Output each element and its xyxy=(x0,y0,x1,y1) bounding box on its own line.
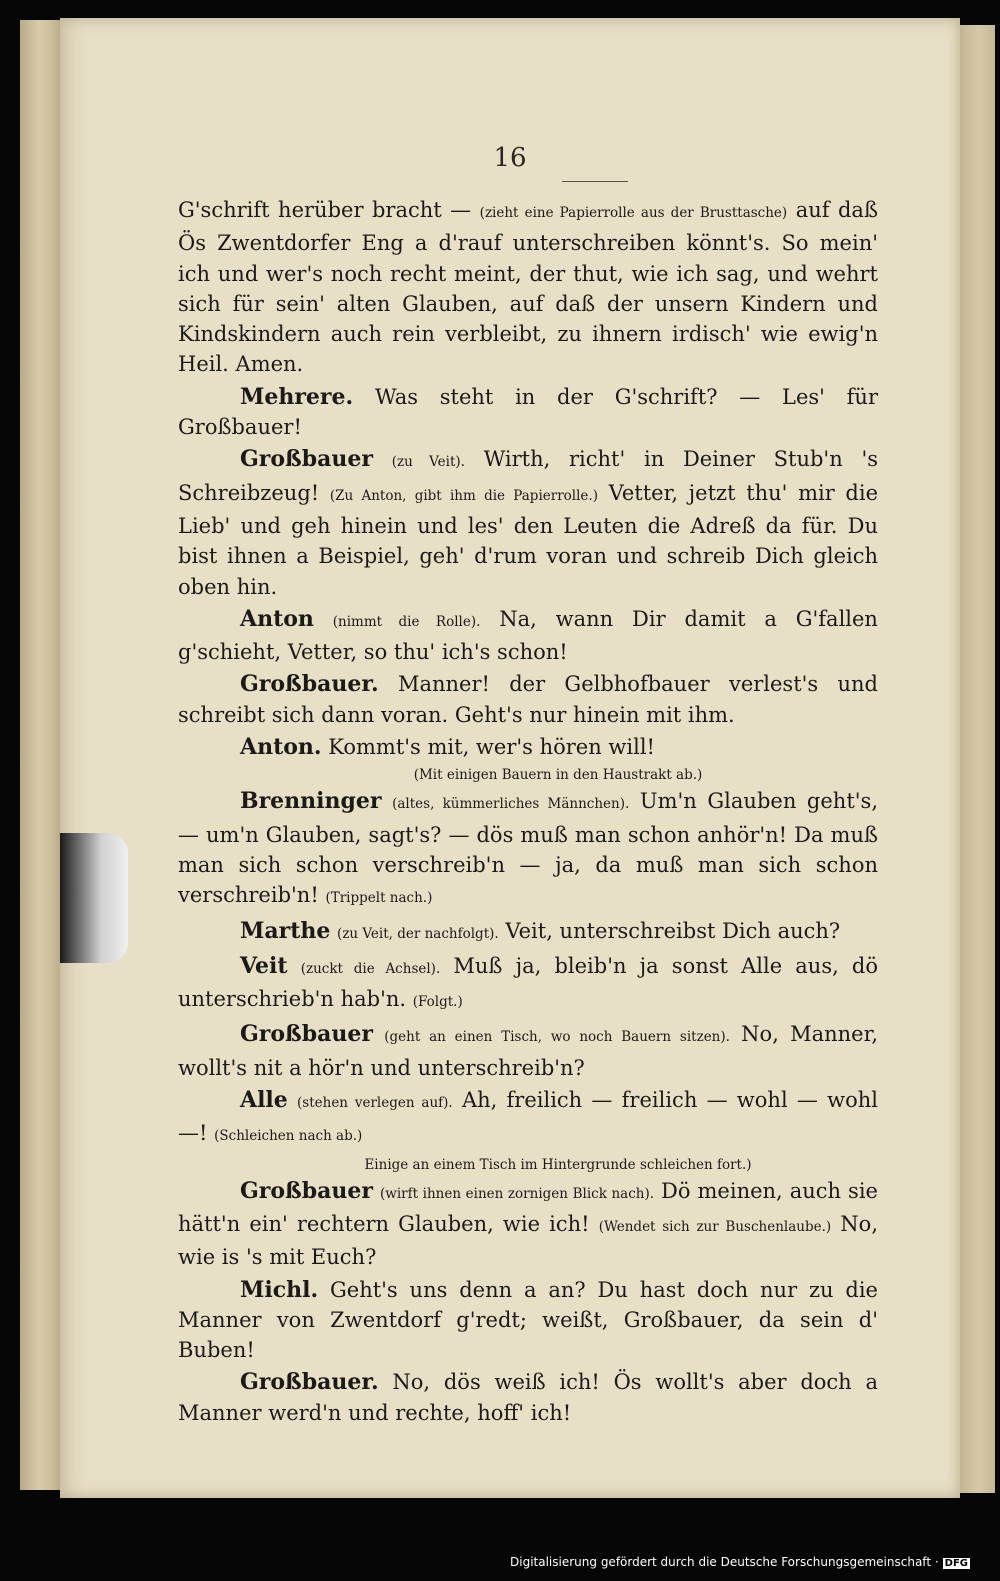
speaker-name: Großbauer. xyxy=(240,671,379,698)
paragraph: Großbauer (zu Veit). Wirth, richt' in Deiner Stub'n 's Schreibzeug! (Zu Anton, gibt ihm die Papierrolle.) Vetter, jetzt thu' mir die Lieb' und geh hinein und les' den Leuten die Adreß da für. Du bist ihnen a Beispiel, geh' d'rum voran und schreib Dich gleich oben hin. xyxy=(178,446,879,599)
stage-direction: (zuckt die Achsel). xyxy=(300,960,441,977)
speaker-name: Anton. xyxy=(240,734,322,761)
speaker-name: Großbauer xyxy=(240,1021,373,1048)
text-body xyxy=(178,195,878,1430)
stage-direction: (wirft ihnen einen zornigen Blick nach). xyxy=(380,1185,655,1202)
speaker-name: Großbauer xyxy=(240,1177,373,1204)
paragraph: Alle (stehen verlegen auf). Ah, freilich — freilich — wohl — wohl —! (Schleichen nach ab.) xyxy=(178,1087,878,1146)
stage-direction: (Zu Anton, gibt ihm die Papierrolle.) xyxy=(329,487,598,504)
credit-text: Digitalisierung gefördert durch die Deutsche Forschungsgemeinschaft · xyxy=(510,1555,939,1569)
speaker-name: Michl. xyxy=(240,1276,319,1303)
page-number: 16 xyxy=(493,143,527,173)
stage-direction: (Trippelt nach.) xyxy=(325,890,433,907)
speaker-name: Brenninger xyxy=(240,788,382,815)
paragraph: Großbauer (geht an einen Tisch, wo noch Bauern sitzen). No, Manner, wollt's nit a hör'n und unterschreib'n? xyxy=(178,1021,878,1080)
speaker-name: Anton xyxy=(240,605,314,632)
stage-direction: (nimmt die Rolle). xyxy=(332,613,481,630)
speaker-name: Großbauer. xyxy=(240,1369,379,1396)
paragraph: Brenninger (altes, kümmerliches Männchen). Um'n Glauben geht's, — um'n Glauben, sagt's? — dös muß man schon anhör'n! Da muß man sich schon verschreib'n — ja, da muß man sich schon verschreib'n! (Trippelt nach.) xyxy=(178,788,878,908)
paragraph: Michl. Geht's uns denn a an? Du hast doch nur zu die Manner von Zwentdorf g'redt; weißt, Großbauer, da sein d' Buben! xyxy=(178,1276,878,1363)
stage-direction: (stehen verlegen auf). xyxy=(297,1095,453,1112)
stage-direction: (zu Veit). xyxy=(391,454,465,471)
paragraph: Marthe (zu Veit, der nachfolgt). Veit, unterschreibst Dich auch? xyxy=(240,917,841,944)
speaker-name: Marthe xyxy=(240,917,331,944)
stage-direction: (zu Veit, der nachfolgt). xyxy=(337,925,499,942)
speaker-name: Veit xyxy=(240,952,288,979)
stage-direction: (Folgt.) xyxy=(412,994,463,1011)
speaker-name: Großbauer xyxy=(240,446,373,473)
digitization-credit xyxy=(510,1555,970,1569)
stage-direction: (Wendet sich zur Buschenlaube.) xyxy=(598,1218,832,1235)
speaker-name: Mehrere. xyxy=(240,383,354,410)
stage-direction-centered: Einige an einem Tisch im Hintergrunde schleichen fort.) xyxy=(364,1156,752,1173)
paragraph: Veit (zuckt die Achsel). Muß ja, bleib'n ja sonst Alle aus, dö unterschrieb'n hab'n. (Folgt.) xyxy=(178,952,879,1012)
page-number-rule xyxy=(562,181,628,182)
stage-direction: (altes, kümmerliches Männchen). xyxy=(392,796,630,813)
paragraph: Großbauer. No, dös weiß ich! Ös wollt's aber doch a Manner werd'n und rechte, hoff' ich! xyxy=(178,1369,878,1425)
book-edge-right xyxy=(955,25,995,1493)
paragraph: Großbauer. Manner! der Gelbhofbauer verlest's und schreibt sich dann voran. Geht's nur hinein mit ihm. xyxy=(178,671,878,727)
paragraph: Anton (nimmt die Rolle). Na, wann Dir damit a G'fallen g'schieht, Vetter, so thu' ich's schon! xyxy=(178,605,878,665)
paragraph: Großbauer (wirft ihnen einen zornigen Blick nach). Dö meinen, auch sie hätt'n ein' rechtern Glauben, wie ich! (Wendet sich zur Buschenlaube.) No, wie is 's mit Euch? xyxy=(178,1177,878,1270)
stage-direction: (geht an einen Tisch, wo noch Bauern sitzen). xyxy=(384,1029,730,1046)
paragraph: Anton. Kommt's mit, wer's hören will! xyxy=(240,734,655,761)
stage-direction-centered: (Mit einigen Bauern in den Haustrakt ab.) xyxy=(413,767,703,784)
stage-direction: (zieht eine Papierrolle aus der Brusttasche) xyxy=(479,205,788,221)
dfg-logo: DFG xyxy=(944,1558,968,1569)
stage-direction: (Schleichen nach ab.) xyxy=(214,1128,363,1145)
paragraph: Mehrere. Was steht in der G'schrift? — Les' für Großbauer! xyxy=(178,383,878,440)
speaker-name: Alle xyxy=(240,1087,288,1114)
paragraph: G'schrift herüber bracht — (zieht eine Papierrolle aus der Brusttasche) auf daß Ös Zwentdorfer Eng a d'rauf unterschreiben könnt's. So mein' ich und wer's noch recht meint, der thut, wie ich sag, und wehrt sich für sein' alten Glauben, auf daß der unsern Kindern und Kindskindern auch rein verbleibt, zu ihnern irdisch' wie ewig'n Heil. Amen. xyxy=(178,198,878,377)
page-clip xyxy=(60,833,128,963)
